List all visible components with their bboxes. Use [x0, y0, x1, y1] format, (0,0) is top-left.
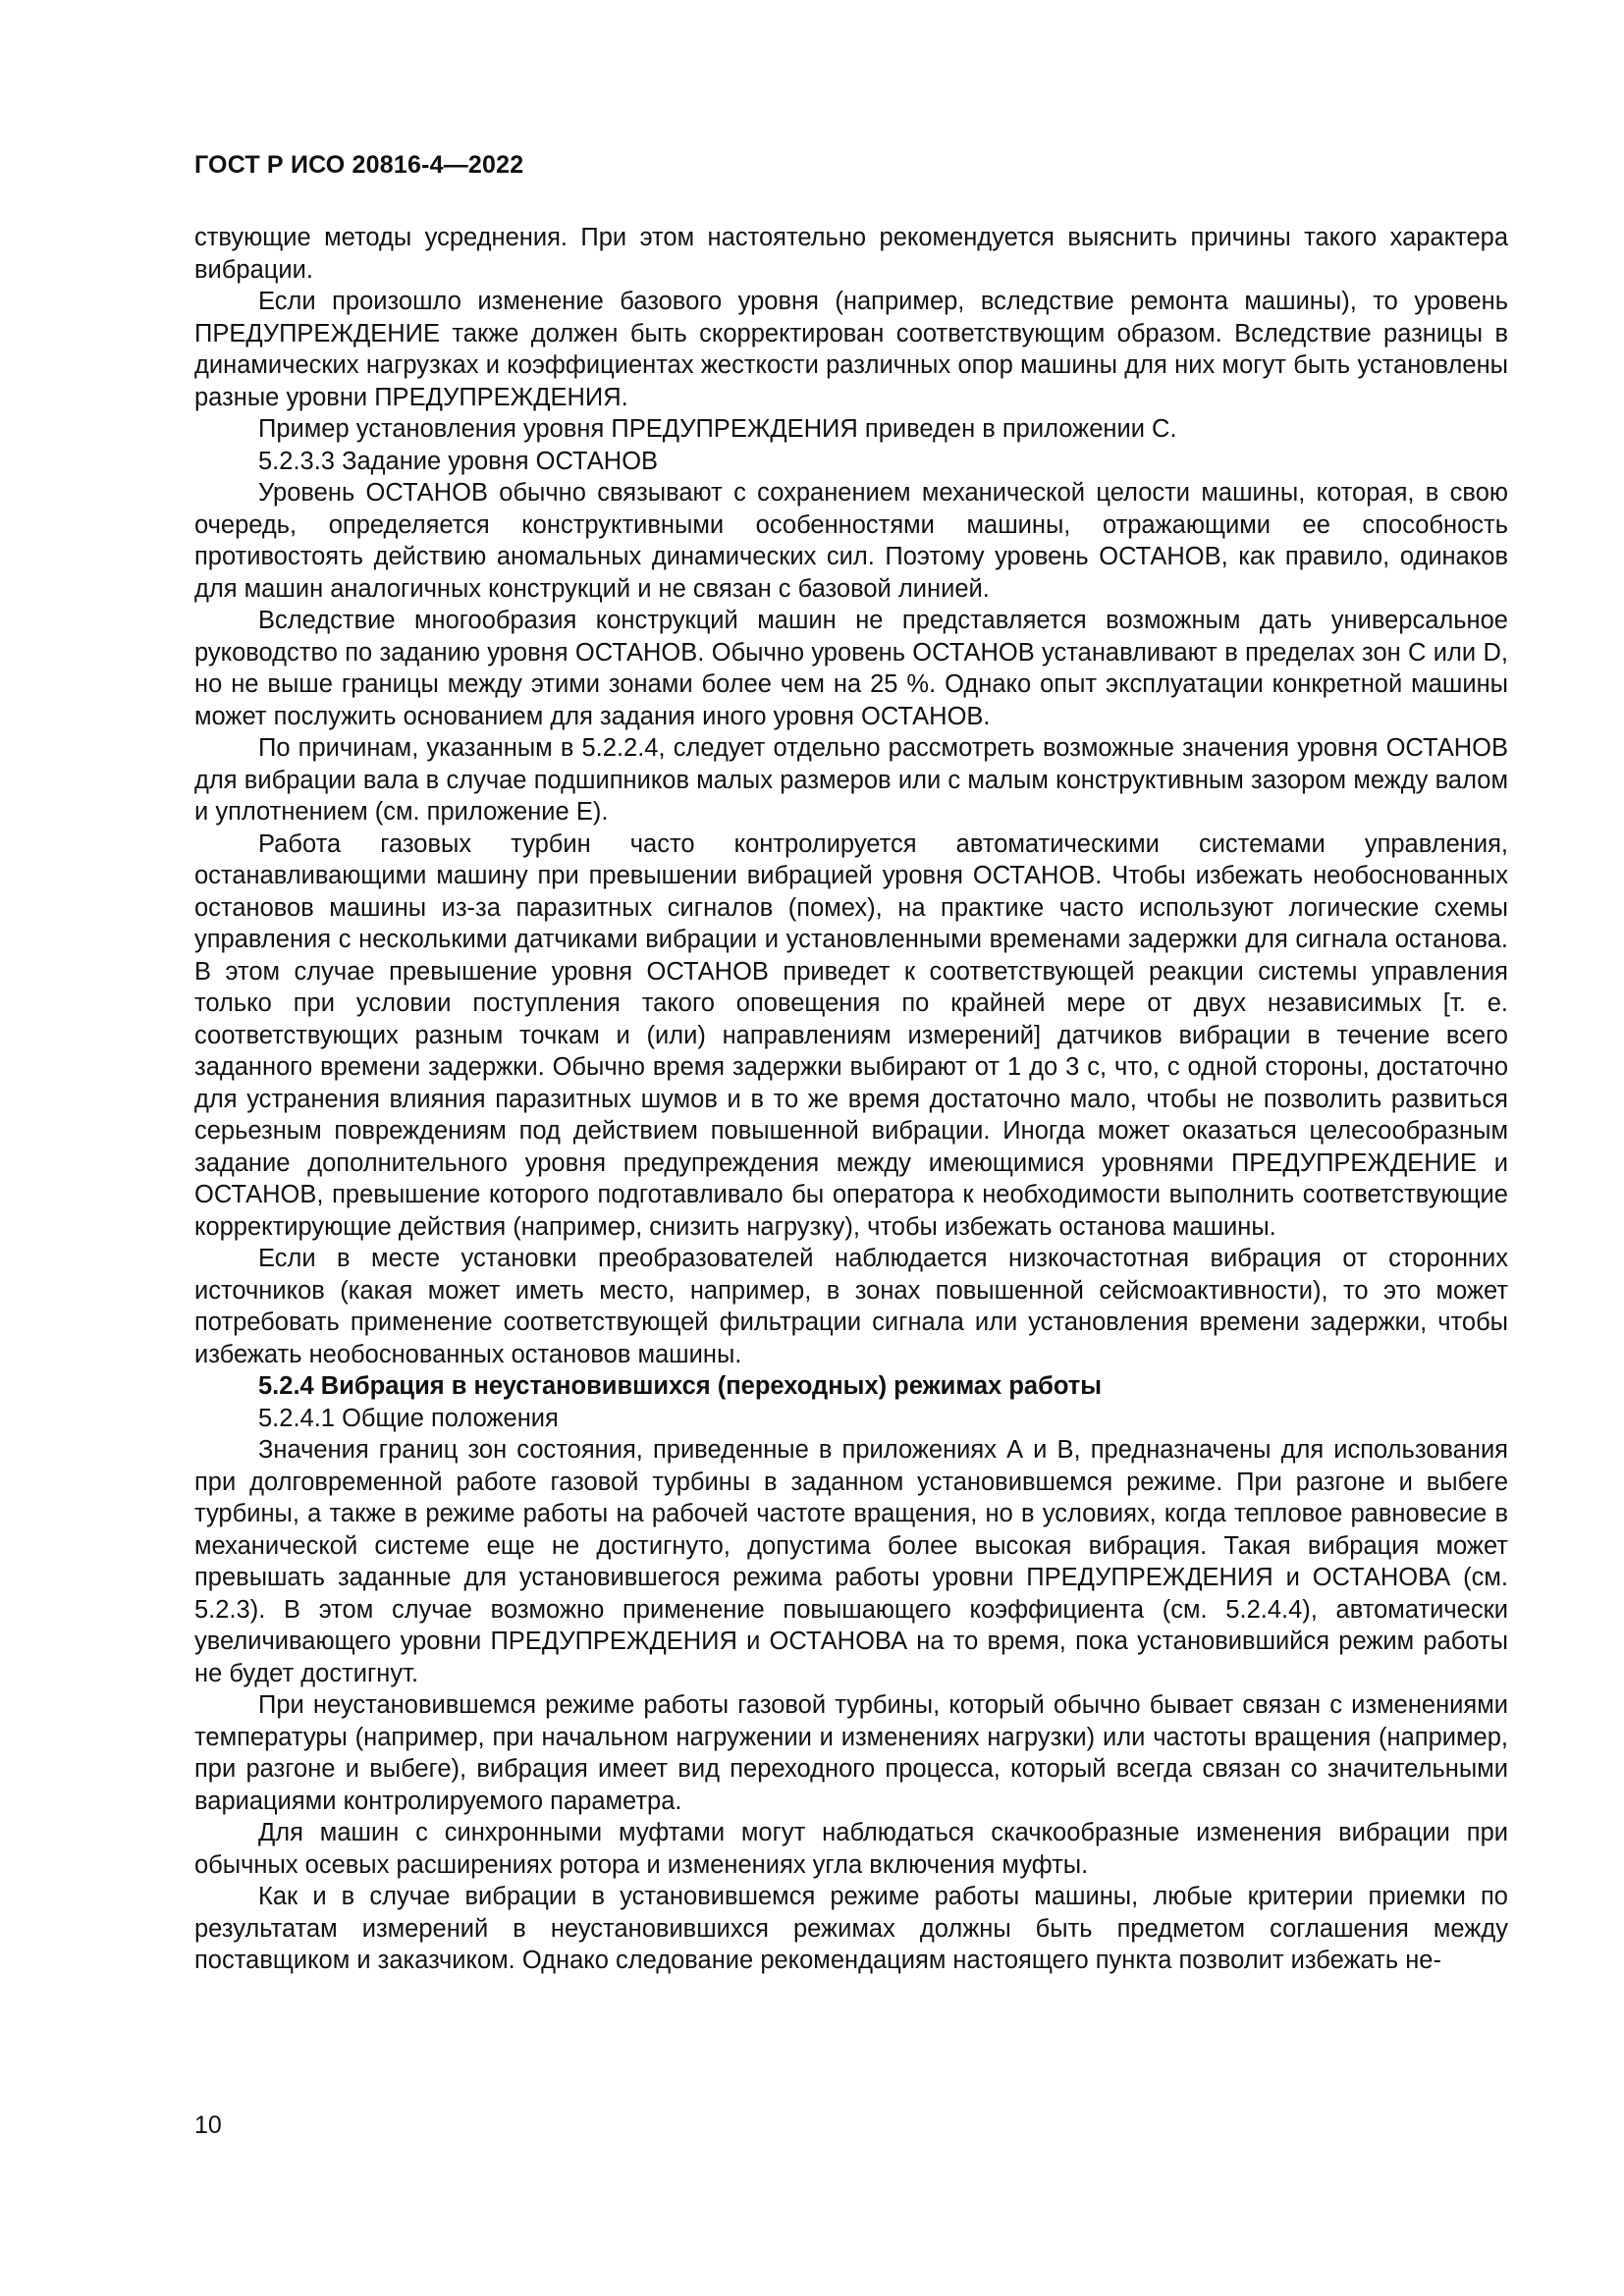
paragraph-continuation: ствующие методы усреднения. При этом настоятельно рекомендуется выяснить причины такого характера вибрации.: [194, 224, 1508, 284]
paragraph: При неустановившемся режиме работы газовой турбины, который обычно бывает связан с изменениями температуры (например, при начальном нагружении и изменениях нагрузки) или частоты вращения (например, при разгоне и выбеге), вибрация имеет вид переходного процесса, который всегда связан со значительными вариациями контролируемого параметра.: [194, 1691, 1508, 1815]
paragraph: Работа газовых турбин часто контролируется автоматическими системами управления, останавливающими машину при превышении вибрацией уровня ОСТАНОВ. Чтобы избежать необоснованных остановов машины из-за паразитных сигналов (помех), на практике часто используют логические схемы управления с несколькими датчиками вибрации и установленными временами задержки для сигнала останова. В этом случае превышение уровня ОСТАНОВ приведет к соответствующей реакции системы управления только при условии поступления такого оповещения по крайней мере от двух независимых [т. е. соответствующих разным точкам и (или) направлениям измерений] датчиков вибрации в течение всего заданного времени задержки. Обычно время задержки выбирают от 1 до 3 с, что, с одной стороны, достаточно для устранения влияния паразитных шумов и в то же время достаточно мало, чтобы не позволить развиться серьезным повреждениям под действием повышенной вибрации. Иногда может оказаться целесообразным задание дополнительного уровня предупреждения между имеющимися уровнями ПРЕДУПРЕЖДЕНИЕ и ОСТАНОВ, превышение которого подготавливало бы оператора к необходимости выполнить соответствующие корректирующие действия (например, снизить нагрузку), чтобы избежать останова машины.: [194, 829, 1508, 1241]
page-number: 10: [194, 2111, 222, 2139]
paragraph: Значения границ зон состояния, приведенные в приложениях А и В, предназначены для использования при долговременной работе газовой турбины в заданном установившемся режиме. При разгоне и выбеге турбины, а также в режиме работы на рабочей частоте вращения, но в условиях, когда тепловое равновесие в механической системе еще не достигнуто, допустима более высокая вибрация. Такая вибрация может превышать заданные для установившегося режима работы уровни ПРЕДУПРЕЖДЕНИЯ и ОСТАНОВА (см. 5.2.3). В этом случае возможно применение повышающего коэффициента (см. 5.2.4.4), автоматически увеличивающего уровни ПРЕДУПРЕЖДЕНИЯ и ОСТАНОВА на то время, пока установившийся режим работы не будет достигнут.: [194, 1436, 1508, 1687]
paragraph: Уровень ОСТАНОВ обычно связывают с сохранением механической целости машины, которая, в свою очередь, определяется конструктивными особенностями машины, отражающими ее способность противостоять действию аномальных динамических сил. Поэтому уровень ОСТАНОВ, как правило, одинаков для машин аналогичных конструкций и не связан с базовой линией.: [194, 479, 1508, 603]
document-header: ГОСТ Р ИСО 20816-4—2022: [194, 151, 524, 179]
paragraph: По причинам, указанным в 5.2.2.4, следует отдельно рассмотреть возможные значения уровня ОСТАНОВ для вибрации вала в случае подшипников малых размеров или с малым конструктивным зазором между валом и уплотнением (см. приложение Е).: [194, 734, 1508, 826]
paragraph: Если в месте установки преобразователей наблюдается низкочастотная вибрация от сторонних источников (какая может иметь место, например, в зонах повышенной сейсмоактивности), то это может потребовать применение соответствующей фильтрации сигнала или установления времени задержки, чтобы избежать необоснованных остановов машины.: [194, 1245, 1508, 1368]
section-heading: 5.2.4 Вибрация в неустановившихся (переходных) режимах работы: [258, 1372, 1103, 1400]
paragraph: Пример установления уровня ПРЕДУПРЕЖДЕНИЯ приведен в приложении С.: [258, 415, 1177, 443]
document-body: [194, 222, 1508, 1977]
subsection-heading: 5.2.4.1 Общие положения: [258, 1404, 559, 1432]
paragraph: Как и в случае вибрации в установившемся режиме работы машины, любые критерии приемки по результатам измерений в неустановившихся режимах должны быть предметом соглашения между поставщиком и заказчиком. Однако следование рекомендациям настоящего пункта позволит избежать не-: [194, 1883, 1508, 1974]
paragraph: Для машин с синхронными муфтами могут наблюдаться скачкообразные изменения вибрации при обычных осевых расширениях ротора и изменениях угла включения муфты.: [194, 1819, 1508, 1879]
paragraph: Вследствие многообразия конструкций машин не представляется возможным дать универсальное руководство по заданию уровня ОСТАНОВ. Обычно уровень ОСТАНОВ устанавливают в пределах зон С или D, но не выше границы между этими зонами более чем на 25 %. Однако опыт эксплуатации конкретной машины может послужить основанием для задания иного уровня ОСТАНОВ.: [194, 607, 1508, 730]
subsection-heading: 5.2.3.3 Задание уровня ОСТАНОВ: [258, 447, 659, 475]
paragraph: Если произошло изменение базового уровня (например, вследствие ремонта машины), то уровень ПРЕДУПРЕЖДЕНИЕ также должен быть скорректирован соответствующим образом. Вследствие разницы в динамических нагрузках и коэффициентах жесткости различных опор машины для них могут быть установлены разные уровни ПРЕДУПРЕЖДЕНИЯ.: [194, 288, 1508, 411]
